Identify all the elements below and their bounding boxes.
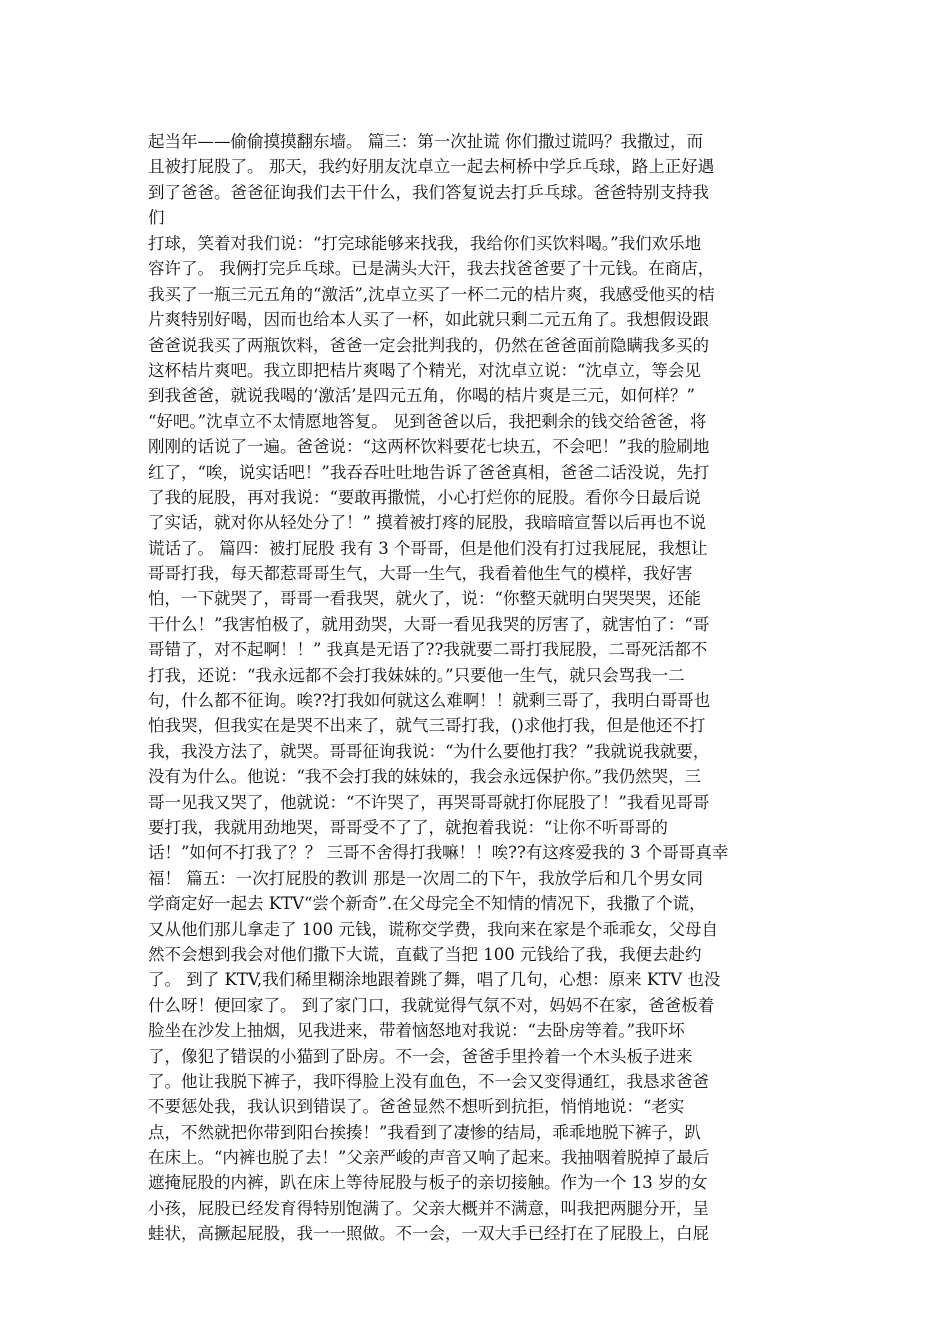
text-line: 哥哥打我，每天都惹哥哥生气，大哥一生气，我看着他生气的模样，我好害 bbox=[148, 564, 693, 584]
text-line: 又从他们那儿拿走了 100 元钱，谎称交学费，我向来在家是个乖乖女，父母自 bbox=[148, 919, 718, 939]
text-line: 片爽特别好喝，因而也给本人买了一杯，如此就只剩二元五角了。我想假设跟 bbox=[148, 310, 709, 330]
text-line: 没有为什么。他说：“我不会打我的妹妹的，我会永远保护你。”我仍然哭，三 bbox=[148, 767, 702, 787]
text-line: 了。他让我脱下裤子，我吓得脸上没有血色，不一会又变得通红，我恳求爸爸 bbox=[148, 1071, 709, 1091]
text-line: 打我，还说：“我永远都不会打我妹妹的。”只要他一生气，就只会骂我一二 bbox=[148, 665, 685, 685]
text-line: 容许了。 我俩打完乒乓球。已是满头大汗，我去找爸爸要了十元钱。在商店， bbox=[148, 259, 715, 279]
text-line: 到我爸爸，就说我喝的‘激活’是四元五角，你喝的桔片爽是三元，如何样？” bbox=[148, 386, 695, 406]
text-line: 了我的屁股，再对我说：“要敢再撒慌，小心打烂你的屁股。看你今日最后说 bbox=[148, 487, 701, 507]
text-block-1 bbox=[148, 129, 808, 231]
text-line: 怕，一下就哭了，哥哥一看我哭，就火了，说：“你整天就明白哭哭哭，还能 bbox=[148, 589, 701, 609]
text-line: 了实话，就对你从轻处分了！” 摸着被打疼的屁股，我暗暗宣誓以后再也不说 bbox=[148, 513, 707, 533]
text-line: 哥错了，对不起啊！！” 我真是无语了??我就要二哥打我屁股，二哥死活都不 bbox=[148, 640, 708, 660]
text-line: 遮掩屁股的内裤，趴在床上等待屁股与板子的亲切接触。作为一个 13 岁的女 bbox=[148, 1173, 708, 1193]
text-line: 在床上。“内裤也脱了去！”父亲严峻的声音又响了起来。我抽咽着脱掉了最后 bbox=[148, 1148, 710, 1168]
text-line: 什么呀！便回家了。 到了家门口，我就觉得气氛不对，妈妈不在家，爸爸板着 bbox=[148, 995, 715, 1015]
text-line: 蛙状，高撅起屁股，我一一照做。不一会，一双大手已经打在了屁股上，白屁 bbox=[148, 1224, 709, 1244]
text-line: 爸爸说我买了两瓶饮料，爸爸一定会批判我的，仍然在爸爸面前隐瞒我多买的 bbox=[148, 335, 709, 355]
text-block-2 bbox=[148, 231, 808, 1247]
text-line: 句，什么都不征询。唉??打我如何就这么难啊！！就剩三哥了，我明白哥哥也 bbox=[148, 691, 711, 711]
text-line: 谎话了。 篇四：被打屁股 我有 3 个哥哥，但是他们没有打过我屁屁，我想让 bbox=[148, 538, 708, 558]
text-line: 这杯桔片爽吧。我立即把桔片爽喝了个精光，对沈卓立说：“沈卓立，等会见 bbox=[148, 360, 701, 380]
text-line: 话！”如何不打我了？？ 三哥不舍得打我嘛！！唉??有这疼爱我的 3 个哥哥真幸 bbox=[148, 843, 729, 863]
text-line: 然不会想到我会对他们撒下大谎，直截了当把 100 元钱给了我，我便去赴约 bbox=[148, 944, 702, 964]
text-line: 要打我，我就用劲地哭，哥哥受不了了，就抱着我说：“让你不听哥哥的 bbox=[148, 817, 668, 837]
text-line: 干什么！”我害怕极了，就用劲哭，大哥一看见我哭的厉害了，就害怕了：“哥 bbox=[148, 614, 710, 634]
text-line: “好吧。”沈卓立不太情愿地答复。 见到爸爸以后，我把剩余的钱交给爸爸，将 bbox=[148, 411, 707, 431]
text-line: 我买了一瓶三元五角的“激活”,沈卓立买了一杯二元的桔片爽，我感受他买的桔 bbox=[148, 284, 715, 304]
text-line: 到了爸爸。爸爸征询我们去干什么，我们答复说去打乒乓球。爸爸特别支持我 bbox=[148, 182, 709, 202]
text-line: 不要惩处我，我认识到错误了。爸爸显然不想听到抗拒，悄悄地说：“老实 bbox=[148, 1097, 685, 1117]
text-line: 福！ 篇五：一次打屁股的教训 那是一次周二的下午，我放学后和几个男女同 bbox=[148, 868, 703, 888]
text-line: 学商定好一起去 KTV“尝个新奇”.在父母完全不知情的情况下，我撒了个谎， bbox=[148, 894, 706, 914]
text-line: 点，不然就把你带到阳台挨揍！”我看到了凄惨的结局，乖乖地脱下裤子，趴 bbox=[148, 1122, 701, 1142]
text-line: 了。 到了 KTV,我们稀里糊涂地跟着跳了舞，唱了几句，心想：原来 KTV 也没 bbox=[148, 970, 721, 990]
text-line: 们 bbox=[148, 208, 165, 228]
text-line: 了，像犯了错误的小猫到了卧房。不一会，爸爸手里拎着一个木头板子进来 bbox=[148, 1046, 693, 1066]
text-line: 刚刚的话说了一遍。爸爸说：“这两杯饮料要花七块五，不会吧！”我的脸刷地 bbox=[148, 437, 710, 457]
text-line: 红了，“唉，说实话吧！”我吞吞吐吐地告诉了爸爸真相，爸爸二话没说，先打 bbox=[148, 462, 710, 482]
text-line: 怕我哭，但我实在是哭不出来了，就气三哥打我，()求他打我，但是他还不打 bbox=[148, 716, 706, 736]
text-line: 起当年——偷偷摸摸翻东墙。 篇三：第一次扯谎 你们撒过谎吗？我撒过，而 bbox=[148, 132, 703, 151]
text-line: 打球，笑着对我们说：“打完球能够来找我，我给你们买饮料喝。”我们欢乐地 bbox=[148, 234, 702, 253]
text-line: 哥一见我又哭了，他就说：“不许哭了，再哭哥哥就打你屁股了！”我看见哥哥 bbox=[148, 792, 710, 812]
text-line: 脸坐在沙发上抽烟，见我进来，带着恼怒地对我说：“去卧房等着。”我吓坏 bbox=[148, 1021, 685, 1041]
text-line: 我，我没方法了，就哭。哥哥征询我说：“为什么要他打我？”我就说我就要， bbox=[148, 741, 710, 761]
text-line: 小孩，屁股已经发育得特别饱满了。父亲大概并不满意，叫我把两腿分开，呈 bbox=[148, 1198, 709, 1218]
text-line: 且被打屁股了。 那天，我约好朋友沈卓立一起去柯桥中学乒乓球，路上正好遇 bbox=[148, 157, 715, 177]
